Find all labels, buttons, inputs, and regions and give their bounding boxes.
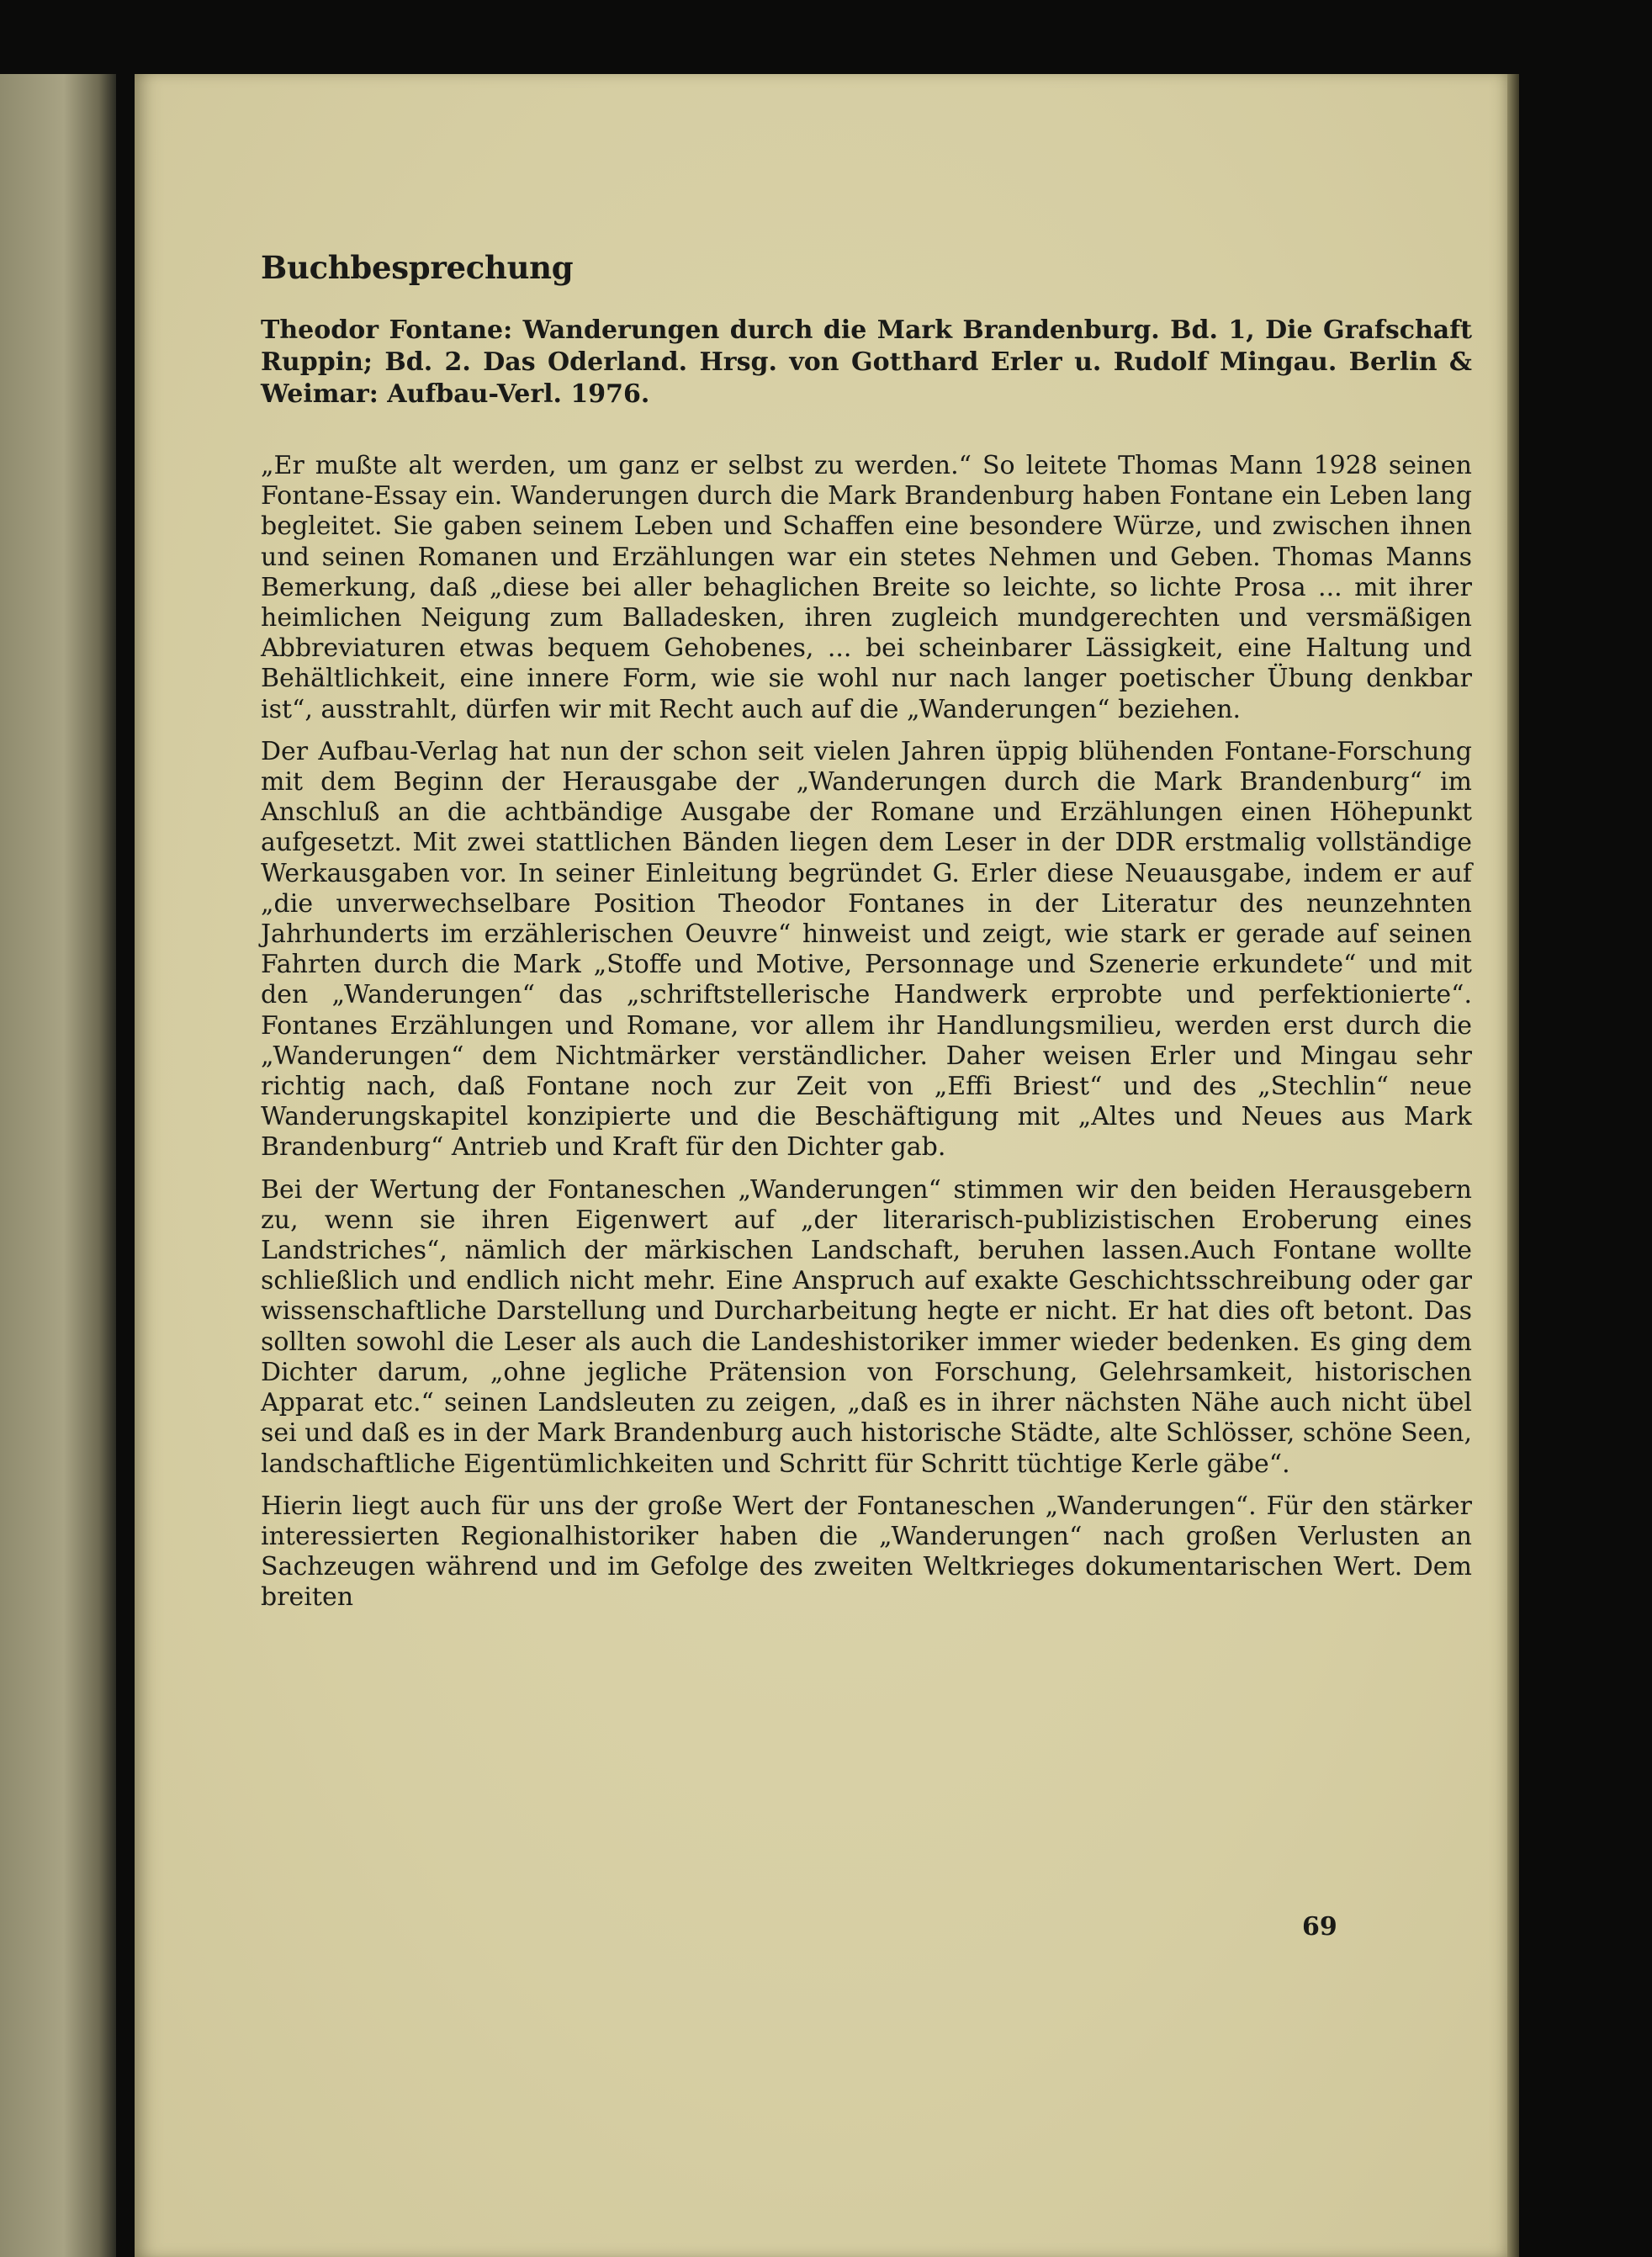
page-number: 69 (1302, 1912, 1337, 1942)
bibliographic-reference: Theodor Fontane: Wanderungen durch die Mark Brandenburg. Bd. 1, Die Grafschaft Ruppin; Bd. 2. Das Oderland. Hrsg. von Gotthard Erler u. Rudolf Mingau. Berlin & Weimar: Aufbau-Verl. 1976. (261, 315, 1472, 409)
review-content (261, 249, 1472, 1625)
page-right-edge (1507, 74, 1519, 2257)
paragraph-2: Der Aufbau-Verlag hat nun der schon seit vielen Jahren üppig blühenden Fontane-Forschung mit dem Beginn der Herausgabe der „Wanderungen durch die Mark Brandenburg“ im Anschluß an die achtbändige Ausgabe der Romane und Erzählungen einen Höhepunkt aufgesetzt. Mit zwei stattlichen Bänden liegen dem Leser in der DDR erstmalig vollständige Werkausgaben vor. In seiner Einleitung begründet G. Erler diese Neuausgabe, indem er auf „die unverwechselbare Position Theodor Fontanes in der Literatur des neunzehnten Jahrhunderts im erzählerischen Oeuvre“ hinweist und zeigt, wie stark er gerade auf seinen Fahrten durch die Mark „Stoffe und Motive, Personnage und Szenerie erkundete“ und mit den „Wanderungen“ das „schriftstellerische Handwerk erprobte und perfektionierte“. Fontanes Erzählungen und Romane, vor allem ihr Handlungsmilieu, werden erst durch die „Wanderungen“ dem Nichtmärker verständlicher. Daher weisen Erler und Mingau sehr richtig nach, daß Fontane noch zur Zeit von „Effi Briest“ und des „Stechlin“ neue Wanderungskapitel konzipierte und die Beschäftigung mit „Altes und Neues aus Mark Brandenburg“ Antrieb und Kraft für den Dichter gab. (261, 736, 1472, 1163)
facing-page-edge (0, 74, 116, 2257)
book-page (135, 74, 1507, 2257)
paragraph-1: „Er mußte alt werden, um ganz er selbst zu werden.“ So leitete Thomas Mann 1928 seinen Fontane-Essay ein. Wanderungen durch die Mark Brandenburg haben Fontane ein Leben lang begleitet. Sie gaben seinem Leben und Schaffen eine besondere Würze, und zwischen ihnen und seinen Romanen und Erzählungen war ein stetes Nehmen und Geben. Thomas Manns Bemerkung, daß „diese bei aller behaglichen Breite so leichte, so lichte Prosa ... mit ihrer heimlichen Neigung zum Balladesken, ihren zugleich mundgerechten und versmäßigen Abbreviaturen etwas bequem Gehobenes, ... bei scheinbarer Lässigkeit, eine Haltung und Behältlichkeit, eine innere Form, wie sie wohl nur nach langer poetischer Übung denkbar ist“, ausstrahlt, dürfen wir mit Recht auch auf die „Wanderungen“ beziehen. (261, 451, 1472, 724)
paragraph-3: Bei der Wertung der Fontaneschen „Wanderungen“ stimmen wir den beiden Herausgebern zu, wenn sie ihren Eigenwert auf „der literarisch-publizistischen Eroberung eines Landstriches“, nämlich der märkischen Landschaft, beruhen lassen.Auch Fontane wollte schließlich und endlich nicht mehr. Eine Anspruch auf exakte Geschichtsschreibung oder gar wissenschaftliche Darstellung und Durcharbeitung hegte er nicht. Er hat dies oft betont. Das sollten sowohl die Leser als auch die Landeshistoriker immer wieder bedenken. Es ging dem Dichter darum, „ohne jegliche Prätension von Forschung, Gelehrsamkeit, historischen Apparat etc.“ seinen Landsleuten zu zeigen, „daß es in ihrer nächsten Nähe auch nicht übel sei und daß es in der Mark Brandenburg auch historische Städte, alte Schlösser, schöne Seen, landschaftliche Eigentümlichkeiten und Schritt für Schritt tüchtige Kerle gäbe“. (261, 1174, 1472, 1479)
section-heading: Buchbesprechung (261, 249, 574, 286)
paragraph-4: Hierin liegt auch für uns der große Wert der Fontaneschen „Wanderungen“. Für den stärker interessierten Regionalhistoriker haben die „Wanderungen“ nach großen Verlusten an Sachzeugen während und im Gefolge des zweiten Weltkrieges dokumentarischen Wert. Dem breiten (261, 1491, 1472, 1613)
